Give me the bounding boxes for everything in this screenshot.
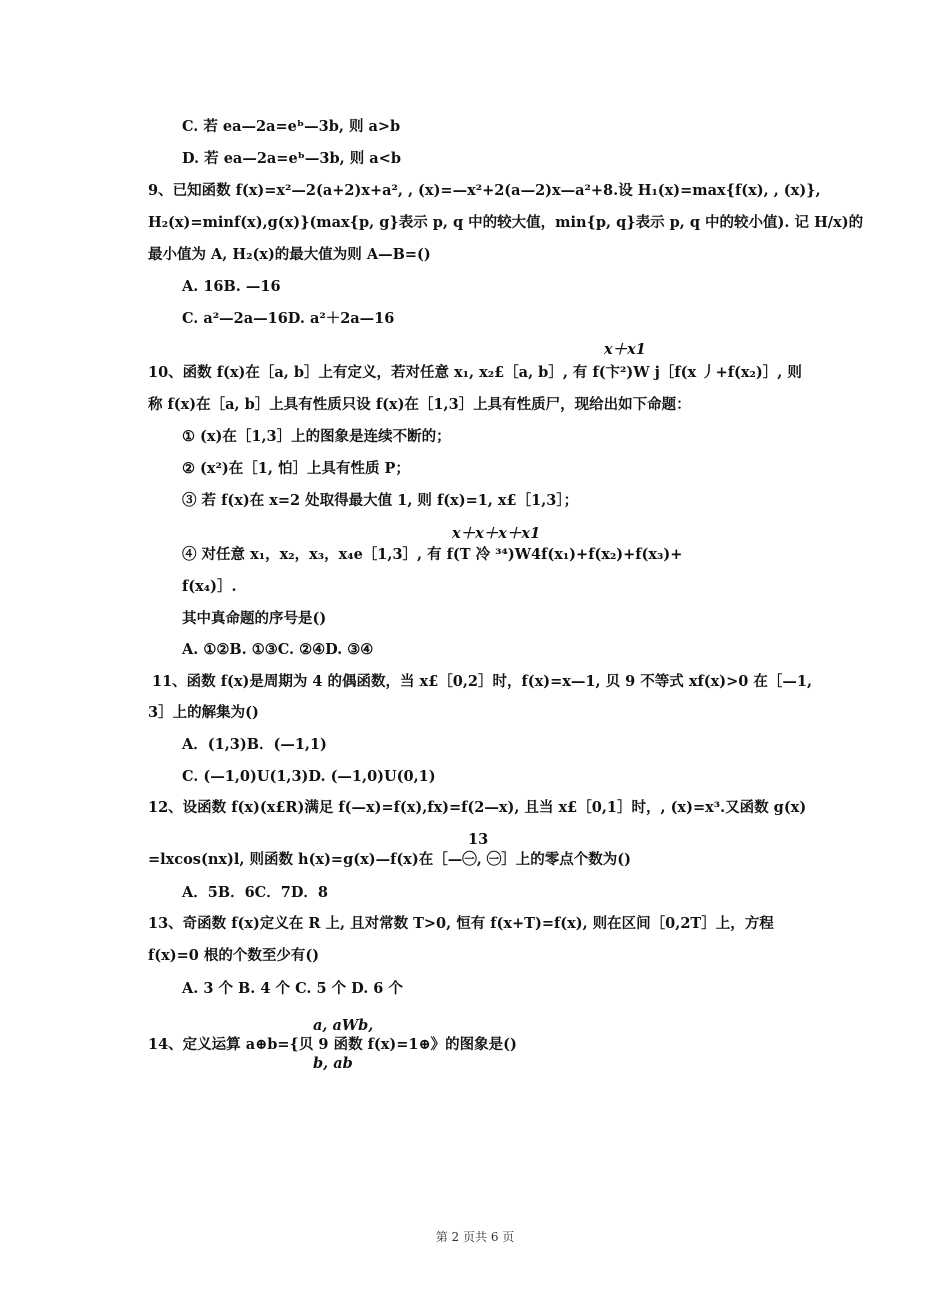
option-d-q8: D. 若 ea—2a=eᵇ—3b, 则 a<b xyxy=(182,150,401,167)
options-q11-cd: C. (—1,0)U(1,3)D. (—1,0)U(0,1) xyxy=(182,768,436,785)
question-10-line-2: 称 f(x)在［a, b］上具有性质只设 f(x)在［1,3］上具有性质尸，现给出如下命题： xyxy=(148,396,691,413)
piecewise-case-top: a, aWb, xyxy=(313,1017,374,1034)
options-q9-ab: A. 16B. —16 xyxy=(182,278,281,295)
question-12-line-1: 12、设函数 f(x)(x£R)满足 f(—x)=f(x),fx)=f(2—x), 且当 x£［0,1］时，, (x)=x³.又函数 g(x) xyxy=(148,799,807,816)
proposition-2: ② (x²)在［1, 怕］上具有性质 P； xyxy=(182,460,410,477)
question-11-line-1: 11、函数 f(x)是周期为 4 的偶函数，当 x£［0,2］时，f(x)=x—1, 贝 9 不等式 xf(x)>0 在［—1, xyxy=(152,673,813,690)
proposition-4-line-1: ④ 对任意 x₁，x₂，x₃，x₄e［1,3］, 有 f(T 冷 ³⁴)W4f(x₁)+f(x₂)+f(x₃)+ xyxy=(182,546,683,563)
page-footer: 第 2 页共 6 页 xyxy=(435,1230,515,1244)
proposition-3: ③ 若 f(x)在 x=2 处取得最大值 1, 则 f(x)=1, x£［1,3］； xyxy=(182,492,579,509)
question-13-line-1: 13、奇函数 f(x)定义在 R 上, 且对常数 T>0, 恒有 f(x+T)=f(x), 则在区间［0,2T］上，方程 xyxy=(148,915,774,932)
proposition-1: ① (x)在［1,3］上的图象是连续不断的； xyxy=(182,428,451,445)
proposition-4-line-2: f(x₄)］. xyxy=(182,578,237,595)
question-13-line-2: f(x)=0 根的个数至少有() xyxy=(148,947,320,964)
options-q9-cd: C. a²—2a—16D. a²＋2a—16 xyxy=(182,310,395,327)
options-q10: A. ①②B. ①③C. ②④D. ③④ xyxy=(182,641,374,658)
options-q12: A．5B．6C．7D．8 xyxy=(182,884,328,901)
question-11-line-2: 3］上的解集为() xyxy=(148,704,259,721)
option-c-q8: C. 若 ea—2a=eᵇ—3b, 则 a>b xyxy=(182,118,401,135)
question-10-prompt: 其中真命题的序号是() xyxy=(182,610,327,627)
question-14-line-1: 14、定义运算 a⊕b={贝 9 函数 f(x)=1⊕》的图象是() xyxy=(148,1036,517,1053)
question-12-fraction-top: 13 xyxy=(468,831,489,848)
options-q11-ab: A．(1,3)B．(—1,1) xyxy=(182,736,327,753)
question-9-line-1: 9、已知函数 f(x)=x²—2(a+2)x+a², , (x)=—x²+2(a—2)x—a²+8.设 H₁(x)=max{f(x), , (x)}, xyxy=(148,182,821,199)
question-10-line-1: 10、函数 f(x)在［a, b］上有定义，若对任意 x₁, x₂£［a, b］, 有 f(卞²)W j［f(x 丿+f(x₂)］, 则 xyxy=(148,364,802,381)
question-9-line-3: 最小值为 A, H₂(x)的最大值为则 A—B=() xyxy=(148,246,431,263)
question-12-line-2: =lxcos(nx)l, 则函数 h(x)=g(x)—f(x)在［—㊀, ㊀］上的零点个数为() xyxy=(148,851,632,868)
fraction-numerator-prop4: x＋x＋x＋x1 xyxy=(452,525,541,542)
options-q13: A. 3 个 B. 4 个 C. 5 个 D. 6 个 xyxy=(182,980,403,997)
fraction-numerator-q10: x＋x1 xyxy=(604,341,646,358)
piecewise-case-bottom: b, ab xyxy=(313,1055,353,1072)
question-9-line-2: H₂(x)=minf(x),g(x)}(max{p, g}表示 p, q 中的较大值，min{p, q}表示 p, q 中的较小值). 记 H/x)的 xyxy=(148,214,864,231)
